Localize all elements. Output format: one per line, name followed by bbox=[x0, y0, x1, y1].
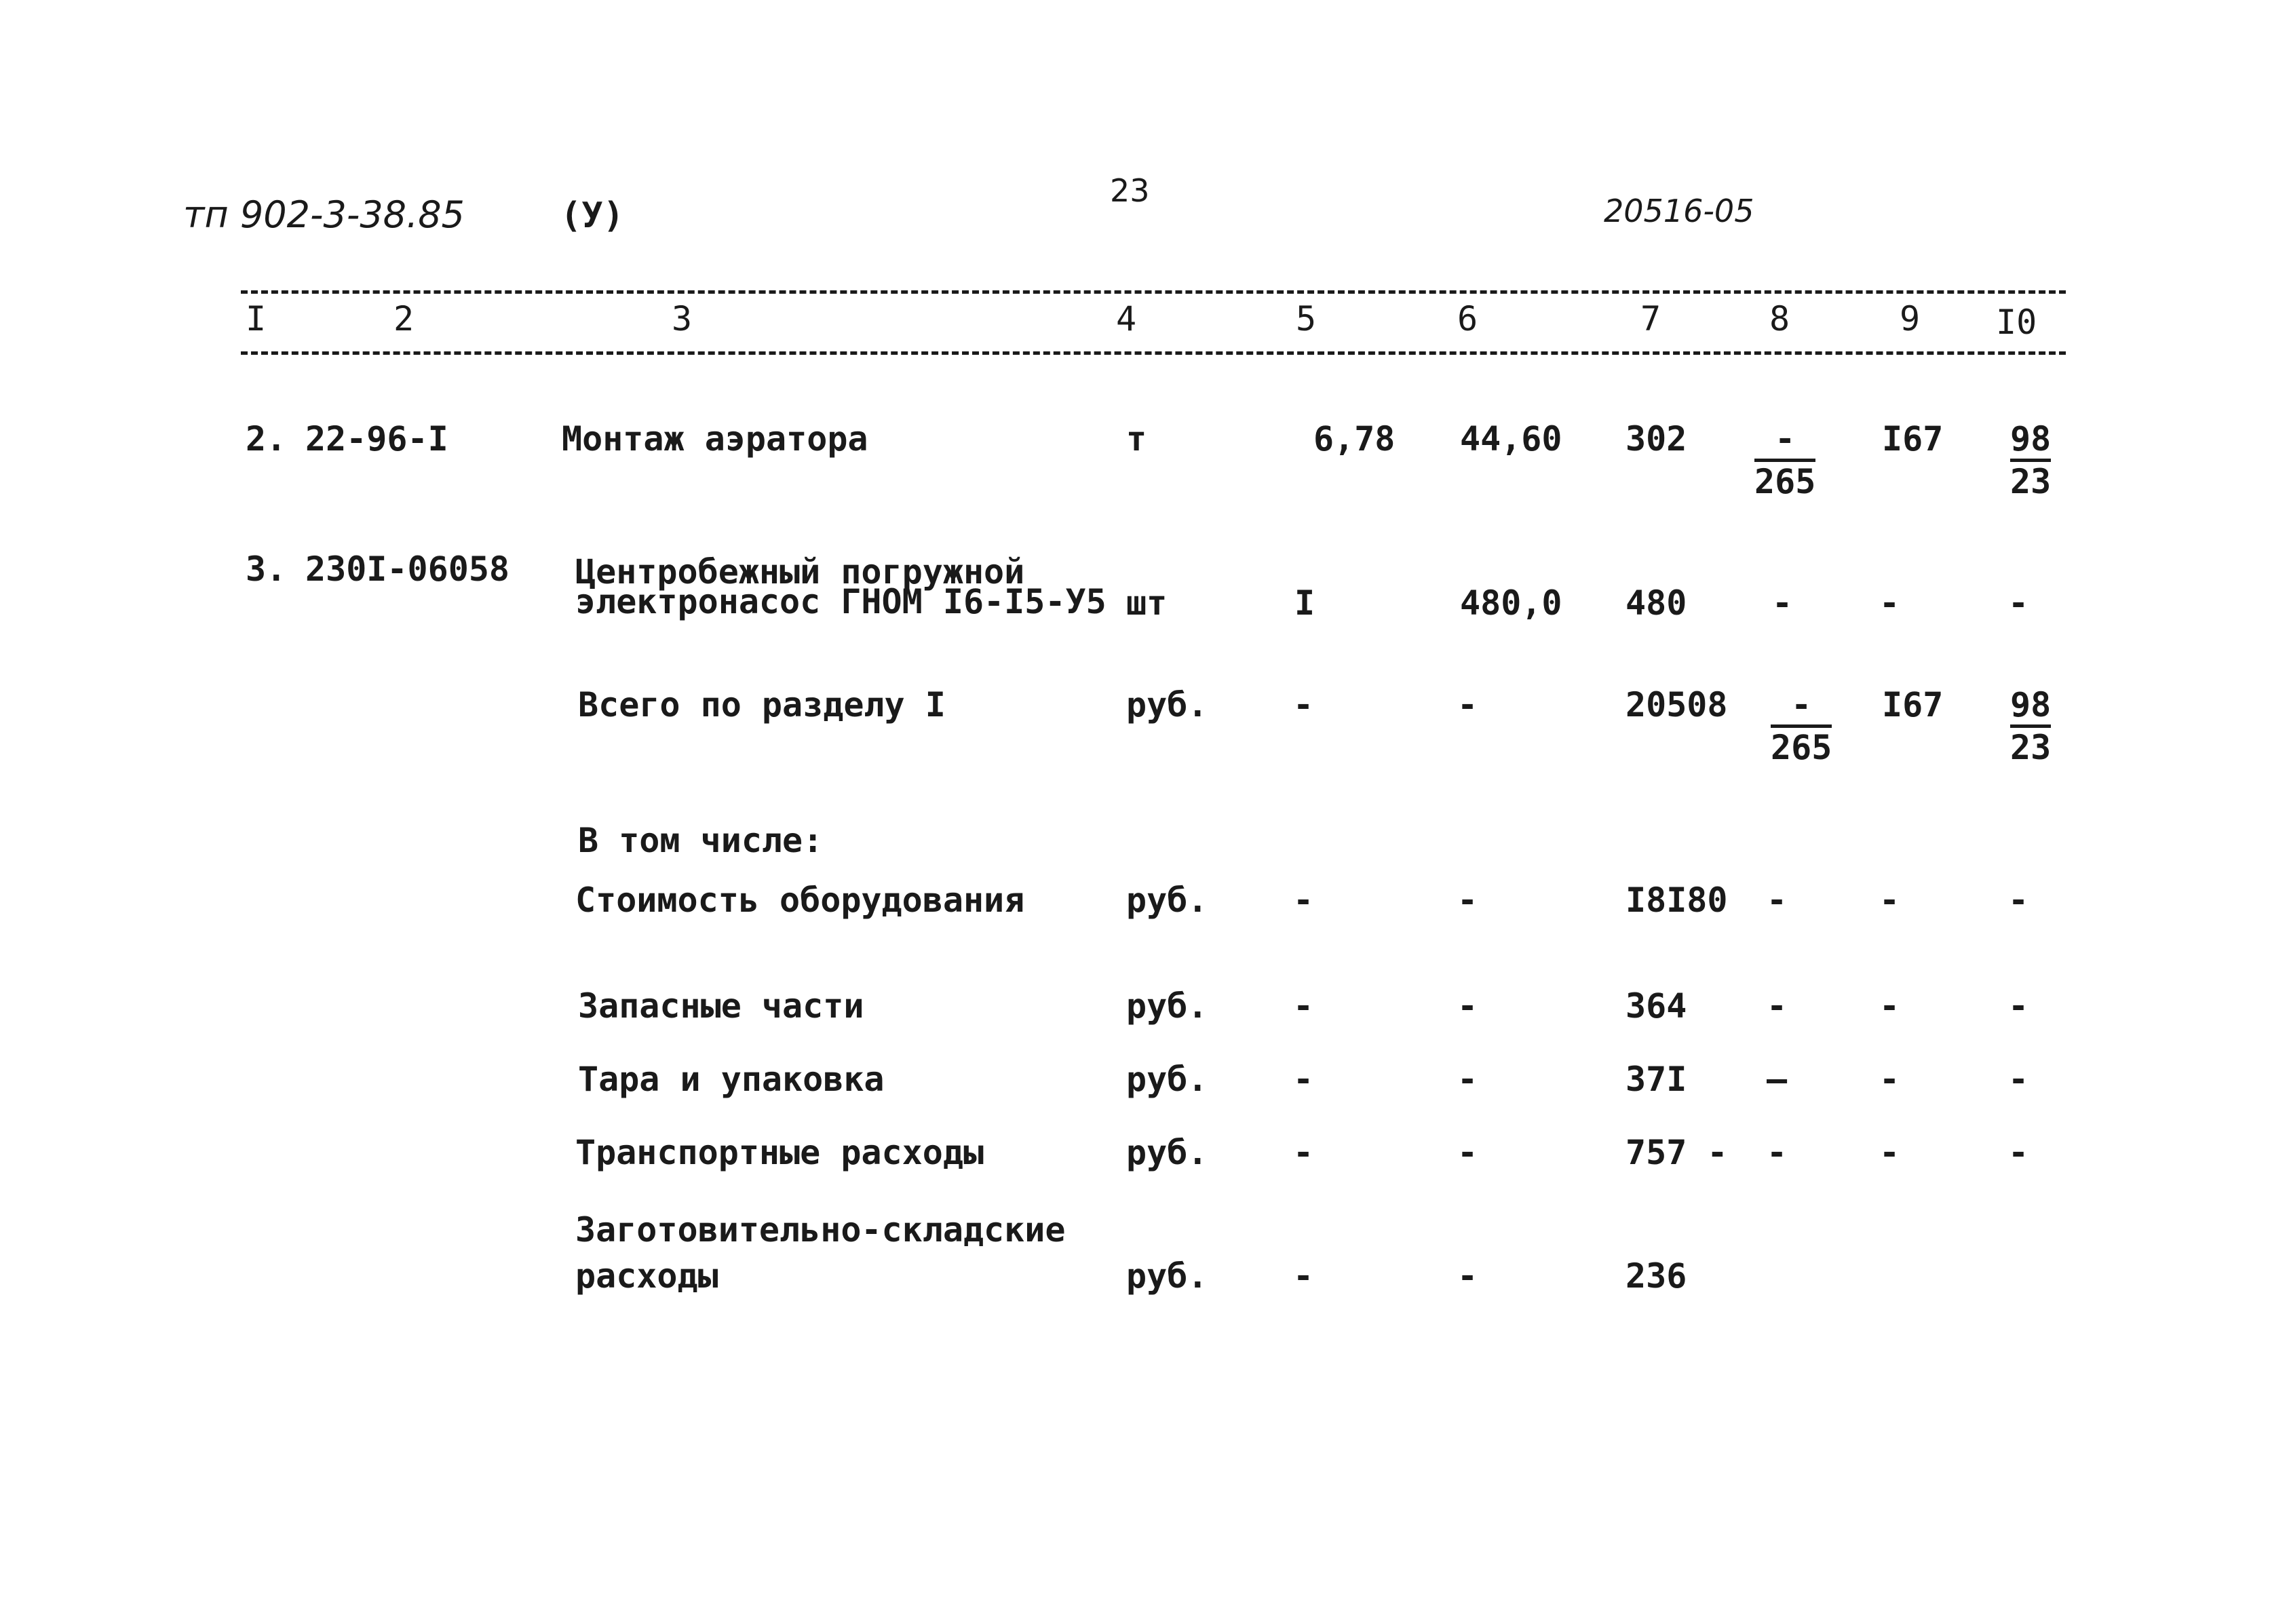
row-name: Стоимость оборудования bbox=[575, 881, 1025, 920]
row-total: I8I80 bbox=[1626, 881, 1728, 920]
header-rule-top bbox=[241, 290, 2066, 294]
row-unit: руб. bbox=[1126, 1133, 1208, 1172]
row-price: 44,60 bbox=[1460, 419, 1562, 459]
row-col9: - bbox=[1879, 986, 1900, 1026]
row-name: электронасос ГНОМ I6-I5-У5 bbox=[575, 582, 1107, 621]
column-number: 3 bbox=[672, 299, 693, 339]
row-col8: - bbox=[1767, 1133, 1788, 1172]
row-unit: руб. bbox=[1126, 986, 1208, 1026]
row-price: - bbox=[1457, 1256, 1478, 1296]
row-unit: руб. bbox=[1126, 685, 1208, 724]
column-number: 5 bbox=[1296, 299, 1317, 339]
row-price: - bbox=[1457, 685, 1478, 724]
column-number: 9 bbox=[1900, 299, 1921, 339]
row-quantity: - bbox=[1293, 881, 1314, 920]
row-col9: - bbox=[1879, 1060, 1900, 1099]
column-number: I bbox=[246, 299, 267, 339]
row-name: Центробежный погружной bbox=[575, 552, 1025, 592]
row-quantity: I bbox=[1294, 583, 1315, 623]
fraction-denominator: 265 bbox=[1771, 728, 1832, 767]
column-number: 8 bbox=[1769, 299, 1790, 339]
column-number: 4 bbox=[1116, 299, 1137, 339]
row-col9: I67 bbox=[1882, 419, 1944, 459]
row-quantity: - bbox=[1293, 685, 1314, 724]
row-col9: - bbox=[1879, 881, 1900, 920]
row-name: Транспортные расходы bbox=[575, 1133, 984, 1172]
fraction-numerator: 98 bbox=[2010, 685, 2052, 724]
row-col10-fraction bbox=[2010, 685, 2052, 767]
row-name: Запасные части bbox=[578, 986, 864, 1026]
row-col10-fraction bbox=[2010, 419, 2052, 501]
row-price: - bbox=[1457, 986, 1478, 1026]
row-total: 37I bbox=[1626, 1060, 1687, 1099]
row-unit: руб. bbox=[1126, 1060, 1208, 1099]
row-number: 3. bbox=[246, 549, 287, 589]
row-col10: - bbox=[2008, 1060, 2029, 1099]
section-subheading: В том числе: bbox=[578, 821, 824, 860]
column-number: 6 bbox=[1457, 299, 1478, 339]
column-number: I0 bbox=[1996, 303, 2037, 342]
row-total: 236 bbox=[1626, 1256, 1687, 1296]
fraction-numerator: - bbox=[1791, 685, 1812, 724]
row-quantity: - bbox=[1293, 986, 1314, 1026]
row-unit: т bbox=[1126, 419, 1147, 459]
row-col8: - bbox=[1772, 583, 1793, 623]
row-col8: - bbox=[1767, 986, 1788, 1026]
document-code: тп 902-3-38.85 bbox=[183, 193, 465, 236]
row-name: Заготовительно-складские bbox=[575, 1210, 1066, 1250]
row-quantity: - bbox=[1293, 1133, 1314, 1172]
row-col8-fraction bbox=[1754, 419, 1816, 501]
row-col9: I67 bbox=[1882, 685, 1944, 724]
row-col9: - bbox=[1879, 583, 1900, 623]
row-col10: - bbox=[2008, 1133, 2029, 1172]
row-quantity: - bbox=[1293, 1256, 1314, 1296]
row-name: Тара и упаковка bbox=[578, 1060, 885, 1099]
row-col8: — bbox=[1767, 1060, 1788, 1099]
row-quantity: 6,78 bbox=[1313, 419, 1396, 459]
row-col8: - bbox=[1767, 881, 1788, 920]
fraction-denominator: 23 bbox=[2010, 728, 2052, 767]
variant-label: (У) bbox=[560, 195, 624, 236]
fraction-denominator: 23 bbox=[2010, 462, 2052, 501]
row-price: - bbox=[1457, 881, 1478, 920]
row-total: 364 bbox=[1626, 986, 1687, 1026]
row-unit: руб. bbox=[1126, 1256, 1208, 1296]
fraction-denominator: 265 bbox=[1754, 462, 1816, 501]
row-price: 480,0 bbox=[1460, 583, 1562, 623]
row-col9: - bbox=[1879, 1133, 1900, 1172]
row-unit: руб. bbox=[1126, 881, 1208, 920]
row-name: расходы bbox=[575, 1256, 718, 1296]
row-price: - bbox=[1457, 1133, 1478, 1172]
page-number: 23 bbox=[1110, 172, 1150, 209]
row-col10: - bbox=[2008, 881, 2029, 920]
row-unit: шт bbox=[1126, 583, 1168, 623]
reference-number: 20516-05 bbox=[1604, 193, 1754, 229]
row-col10: - bbox=[2008, 583, 2029, 623]
row-col10: - bbox=[2008, 986, 2029, 1026]
row-price: - bbox=[1457, 1060, 1478, 1099]
row-name: Всего по разделу I bbox=[578, 685, 946, 724]
row-name: Монтаж аэратора bbox=[562, 419, 868, 459]
column-number: 7 bbox=[1640, 299, 1661, 339]
row-code: 22-96-I bbox=[305, 419, 448, 459]
row-col8-fraction bbox=[1771, 685, 1832, 767]
fraction-numerator: 98 bbox=[2010, 419, 2052, 459]
row-number: 2. bbox=[246, 419, 287, 459]
fraction-numerator: - bbox=[1775, 419, 1796, 459]
row-total: 757 - bbox=[1626, 1133, 1728, 1172]
row-total: 480 bbox=[1626, 583, 1687, 623]
row-code: 230I-06058 bbox=[305, 549, 510, 589]
row-total: 302 bbox=[1626, 419, 1687, 459]
row-quantity: - bbox=[1293, 1060, 1314, 1099]
header-rule-bottom bbox=[241, 351, 2066, 355]
column-number: 2 bbox=[393, 299, 415, 339]
row-total: 20508 bbox=[1626, 685, 1728, 724]
